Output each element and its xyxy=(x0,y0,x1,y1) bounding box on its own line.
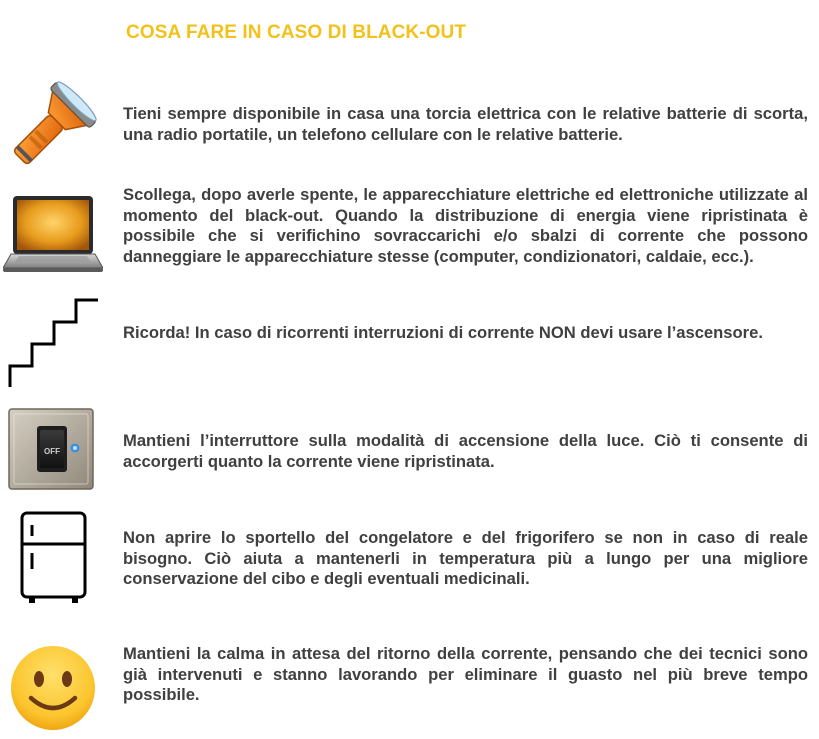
tip-5-text: Non aprire lo sportello del congelatore e del frigorifero se non in caso di reale bisogno. Ciò aiuta a mantenerli in temperatura più a lungo per una migliore conservazione del cibo e degli eventuali medicinali. xyxy=(123,528,808,589)
light-switch-icon xyxy=(8,408,94,490)
tip-4-text: Mantieni l’interruttore sulla modalità di accensione della luce. Ciò ti consente di accorgerti quanto la corrente viene ripristinata. xyxy=(123,431,808,471)
page-title: COSA FARE IN CASO DI BLACK-OUT xyxy=(126,22,467,43)
switch-off-label: OFF xyxy=(44,447,60,456)
tip-1-text: Tieni sempre disponibile in casa una torcia elettrica con le relative batterie di scorta, una radio portatile, un telefono cellulare con le relative batterie. xyxy=(123,104,808,144)
smiley-face-icon xyxy=(9,644,97,732)
tip-3-text: Ricorda! In caso di ricorrenti interruzioni di corrente NON devi usare l’ascensore. xyxy=(123,323,763,342)
laptop-icon xyxy=(3,192,103,276)
stairs-icon xyxy=(6,295,100,389)
flashlight-icon xyxy=(4,74,104,174)
tip-2-text: Scollega, dopo averle spente, le apparecchiature elettriche ed elettroniche utilizzate al momento del black-out. Quando la distribuzione di energia viene ripristinata è possibile che si verifichino sovraccarichi e/o sbalzi di corrente che possono danneggiare le apparecchiature stesse (computer, condizionatori, caldaie, ecc.). xyxy=(123,185,808,266)
refrigerator-icon xyxy=(20,511,88,605)
tip-6-text: Mantieni la calma in attesa del ritorno della corrente, pensando che dei tecnici sono già intervenuti e stanno lavorando per eliminare il guasto nel più breve tempo possibile. xyxy=(123,644,808,705)
